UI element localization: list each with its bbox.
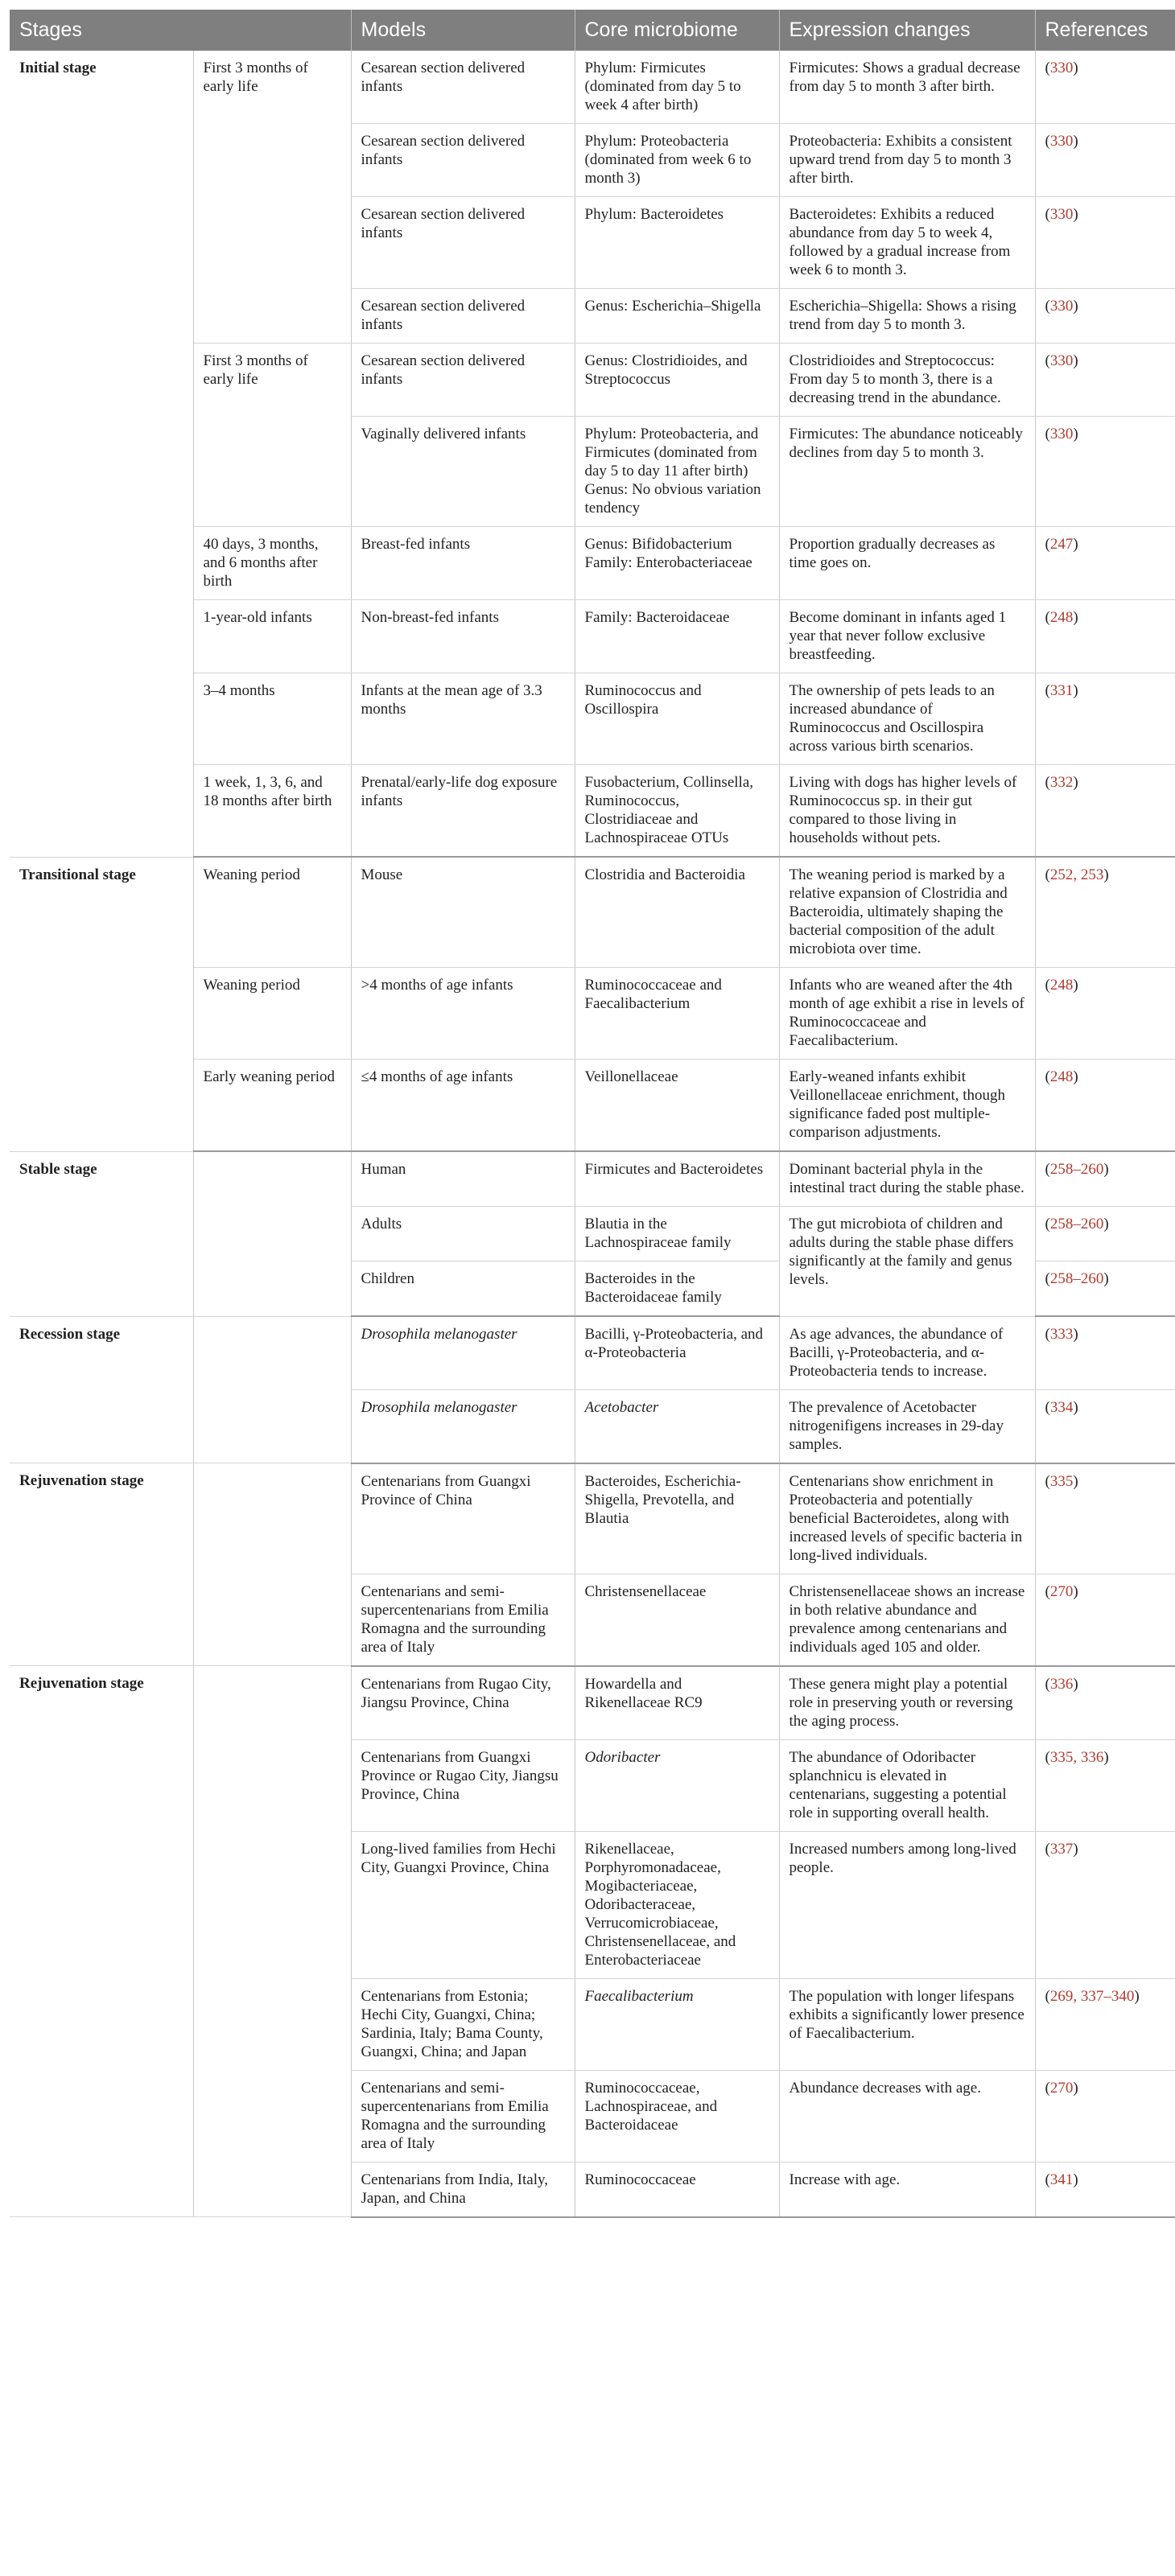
table-header bbox=[10, 10, 1175, 51]
period-cell: 40 days, 3 months, and 6 months after birth bbox=[193, 527, 351, 600]
reference-link[interactable]: 330 bbox=[1049, 426, 1074, 442]
core-text: Odoribacter bbox=[584, 1748, 661, 1766]
reference-cell[interactable]: (258–260) bbox=[1035, 1151, 1175, 1207]
reference-cell[interactable]: (337) bbox=[1035, 1831, 1175, 1978]
change-cell: These genera might play a potential role in preserving youth or reversing the aging process. bbox=[779, 1666, 1035, 1740]
stage-label: Recession stage bbox=[10, 1316, 193, 1463]
model-cell: Centenarians from Rugao City, Jiangsu Province, China bbox=[351, 1666, 575, 1740]
change-cell: Firmicutes: Shows a gradual decrease from day 5 to month 3 after birth. bbox=[779, 51, 1035, 124]
reference-cell[interactable]: (248) bbox=[1035, 1060, 1175, 1152]
change-cell: Infants who are weaned after the 4th month of age exhibit a rise in levels of Ruminococcaceae and Faecalibacterium. bbox=[779, 968, 1035, 1060]
change-cell: The prevalence of Acetobacter nitrogenifigens increases in 29-day samples. bbox=[779, 1389, 1035, 1463]
table-row bbox=[10, 1463, 1175, 1574]
reference-link[interactable]: 330 bbox=[1049, 133, 1074, 150]
reference-link[interactable]: 248 bbox=[1049, 977, 1074, 994]
reference-link[interactable]: 333 bbox=[1049, 1326, 1074, 1343]
reference-link[interactable]: 258–260 bbox=[1049, 1216, 1104, 1232]
period-cell: Early weaning period bbox=[193, 1060, 351, 1152]
core-cell: Ruminococcaceae and Faecalibacterium bbox=[575, 968, 779, 1060]
model-cell: Centenarians from Guangxi Province of China bbox=[351, 1463, 575, 1574]
reference-cell[interactable]: (330) bbox=[1035, 344, 1175, 417]
reference-link[interactable]: 270 bbox=[1049, 2079, 1074, 2097]
stage-label: Rejuvenation stage bbox=[10, 1463, 193, 1666]
stage-group-rejuvenation-1 bbox=[10, 1463, 1175, 1666]
microbiome-stages-table bbox=[10, 10, 1175, 2218]
header-references: References bbox=[1035, 10, 1175, 51]
core-cell bbox=[575, 1389, 779, 1463]
reference-link[interactable]: 330 bbox=[1049, 206, 1074, 223]
header-expression-changes: Expression changes bbox=[779, 10, 1035, 51]
reference-cell[interactable]: (258–260) bbox=[1035, 1261, 1175, 1317]
reference-cell[interactable]: (335, 336) bbox=[1035, 1739, 1175, 1831]
change-cell: The gut microbiota of children and adults during the stable phase differs significantly at the family and genus levels. bbox=[779, 1207, 1035, 1317]
change-cell: Centenarians show enrichment in Proteobacteria and potentially beneficial Bacteroidetes, along with increased levels of specific bacteria in long-lived individuals. bbox=[779, 1463, 1035, 1574]
reference-cell[interactable]: (331) bbox=[1035, 673, 1175, 765]
reference-link[interactable]: 258–260 bbox=[1049, 1270, 1104, 1287]
model-cell: Cesarean section delivered infants bbox=[351, 289, 575, 344]
change-cell: Proteobacteria: Exhibits a consistent upward trend from day 5 to month 3 after birth. bbox=[779, 124, 1035, 197]
model-cell: Centenarians and semi-supercentenarians from Emilia Romagna and the surrounding area of Italy bbox=[351, 2070, 575, 2162]
reference-cell[interactable]: (336) bbox=[1035, 1666, 1175, 1740]
core-cell bbox=[575, 1978, 779, 2070]
core-cell bbox=[575, 417, 779, 527]
model-cell: Infants at the mean age of 3.3 months bbox=[351, 673, 575, 765]
change-cell: Early-weaned infants exhibit Veillonellaceae enrichment, though significance faded post multiple-comparison adjustments. bbox=[779, 1060, 1035, 1152]
model-cell: Cesarean section delivered infants bbox=[351, 344, 575, 417]
reference-cell[interactable]: (333) bbox=[1035, 1316, 1175, 1389]
period-cell: 1-year-old infants bbox=[193, 600, 351, 673]
core-cell: Genus: Clostridioides, and Streptococcus bbox=[575, 344, 779, 417]
reference-cell[interactable]: (270) bbox=[1035, 1574, 1175, 1666]
reference-cell[interactable]: (269, 337–340) bbox=[1035, 1978, 1175, 2070]
reference-cell[interactable]: (334) bbox=[1035, 1389, 1175, 1463]
core-cell: Family: Bacteroidaceae bbox=[575, 600, 779, 673]
core-cell: Genus: Escherichia–Shigella bbox=[575, 289, 779, 344]
period-cell: Weaning period bbox=[193, 968, 351, 1060]
reference-link[interactable]: 252, 253 bbox=[1049, 866, 1104, 883]
core-line: Genus: Bifidobacterium bbox=[584, 536, 732, 553]
model-cell: Centenarians from India, Italy, Japan, and China bbox=[351, 2162, 575, 2217]
header-core-microbiome: Core microbiome bbox=[575, 10, 779, 51]
stage-group-rejuvenation-2 bbox=[10, 1666, 1175, 2217]
reference-link[interactable]: 335, 336 bbox=[1049, 1748, 1104, 1766]
header-row bbox=[10, 10, 1175, 51]
core-cell: Ruminococcaceae bbox=[575, 2162, 779, 2217]
table-row bbox=[10, 1151, 1175, 1207]
reference-cell[interactable]: (248) bbox=[1035, 600, 1175, 673]
reference-cell[interactable]: (270) bbox=[1035, 2070, 1175, 2162]
change-cell: Firmicutes: The abundance noticeably declines from day 5 to month 3. bbox=[779, 417, 1035, 527]
period-cell: 1 week, 1, 3, 6, and 18 months after birth bbox=[193, 765, 351, 858]
core-cell bbox=[575, 1739, 779, 1831]
reference-cell[interactable]: (247) bbox=[1035, 527, 1175, 600]
core-cell: Fusobacterium, Collinsella, Ruminococcus, Clostridiaceae and Lachnospiraceae OTUs bbox=[575, 765, 779, 858]
core-text: Acetobacter bbox=[584, 1398, 659, 1416]
reference-link[interactable]: 258–260 bbox=[1049, 1161, 1104, 1178]
reference-cell[interactable]: (258–260) bbox=[1035, 1207, 1175, 1261]
model-text: Drosophila melanogaster bbox=[361, 1326, 517, 1343]
stage-group-transitional bbox=[10, 857, 1175, 1151]
model-cell: Prenatal/early-life dog exposure infants bbox=[351, 765, 575, 858]
reference-link[interactable]: 335 bbox=[1049, 1472, 1074, 1490]
change-cell: The ownership of pets leads to an increased abundance of Ruminococcus and Oscillospira across various birth scenarios. bbox=[779, 673, 1035, 765]
change-cell: Increased numbers among long-lived people. bbox=[779, 1831, 1035, 1978]
core-cell: Bacteroides in the Bacteroidaceae family bbox=[575, 1261, 779, 1317]
core-cell: Phylum: Firmicutes (dominated from day 5 to week 4 after birth) bbox=[575, 51, 779, 124]
change-cell: The abundance of Odoribacter splanchnicu is elevated in centenarians, suggesting a potential role in supporting overall health. bbox=[779, 1739, 1035, 1831]
reference-link[interactable]: 270 bbox=[1049, 1582, 1074, 1600]
stage-group-initial bbox=[10, 51, 1175, 857]
period-cell: First 3 months of early life bbox=[193, 344, 351, 527]
model-cell: Adults bbox=[351, 1207, 575, 1261]
period-cell: 3–4 months bbox=[193, 673, 351, 765]
model-cell: Centenarians from Estonia; Hechi City, Guangxi, China; Sardinia, Italy; Bama County, Guangxi, China; and Japan bbox=[351, 1978, 575, 2070]
core-cell: Howardella and Rikenellaceae RC9 bbox=[575, 1666, 779, 1740]
core-cell: Clostridia and Bacteroidia bbox=[575, 857, 779, 968]
model-cell: Cesarean section delivered infants bbox=[351, 124, 575, 197]
model-cell: Human bbox=[351, 1151, 575, 1207]
change-cell: Proportion gradually decreases as time goes on. bbox=[779, 527, 1035, 600]
table-row bbox=[10, 1666, 1175, 1740]
model-cell: Children bbox=[351, 1261, 575, 1317]
reference-cell[interactable]: (341) bbox=[1035, 2162, 1175, 2217]
stage-label: Stable stage bbox=[10, 1151, 193, 1316]
reference-cell[interactable]: (330) bbox=[1035, 289, 1175, 344]
core-text: Faecalibacterium bbox=[584, 1987, 694, 2005]
core-cell: Bacteroides, Escherichia-Shigella, Prevotella, and Blautia bbox=[575, 1463, 779, 1574]
core-cell bbox=[575, 527, 779, 600]
header-stages: Stages bbox=[10, 10, 351, 51]
stage-label: Initial stage bbox=[10, 51, 193, 857]
core-cell: Christensenellaceae bbox=[575, 1574, 779, 1666]
reference-cell[interactable]: (330) bbox=[1035, 124, 1175, 197]
change-cell: Escherichia–Shigella: Shows a rising trend from day 5 to month 3. bbox=[779, 289, 1035, 344]
change-cell: Abundance decreases with age. bbox=[779, 2070, 1035, 2162]
core-line: Genus: No obvious variation tendency bbox=[584, 481, 761, 516]
reference-link[interactable]: 334 bbox=[1049, 1398, 1074, 1416]
model-cell: Mouse bbox=[351, 857, 575, 968]
core-cell: Ruminococcus and Oscillospira bbox=[575, 673, 779, 765]
period-cell bbox=[193, 1463, 351, 1666]
header-models: Models bbox=[351, 10, 575, 51]
reference-link[interactable]: 337 bbox=[1049, 1840, 1074, 1858]
period-cell bbox=[193, 1316, 351, 1463]
core-cell: Phylum: Bacteroidetes bbox=[575, 197, 779, 289]
core-cell: Rikenellaceae, Porphyromonadaceae, Mogibacteriaceae, Odoribacteraceae, Verrucomicrobiaceae, Christensenellaceae, and Enterobacteriaceae bbox=[575, 1831, 779, 1978]
reference-cell[interactable]: (330) bbox=[1035, 417, 1175, 527]
stage-label: Transitional stage bbox=[10, 857, 193, 1151]
reference-cell[interactable]: (332) bbox=[1035, 765, 1175, 858]
core-line: Family: Enterobacteriaceae bbox=[584, 554, 752, 571]
model-cell: Centenarians from Guangxi Province or Rugao City, Jiangsu Province, China bbox=[351, 1739, 575, 1831]
core-cell: Ruminococcaceae, Lachnospiraceae, and Bacteroidaceae bbox=[575, 2070, 779, 2162]
model-cell bbox=[351, 1389, 575, 1463]
model-cell: Cesarean section delivered infants bbox=[351, 51, 575, 124]
table-row bbox=[10, 857, 1175, 968]
table-row bbox=[10, 51, 1175, 124]
stage-group-recession bbox=[10, 1316, 1175, 1463]
reference-link[interactable]: 330 bbox=[1049, 298, 1074, 315]
reference-link[interactable]: 330 bbox=[1049, 352, 1074, 369]
period-cell: First 3 months of early life bbox=[193, 51, 351, 344]
reference-cell[interactable]: (248) bbox=[1035, 968, 1175, 1060]
model-cell: ≤4 months of age infants bbox=[351, 1060, 575, 1152]
reference-link[interactable]: 247 bbox=[1049, 536, 1074, 553]
model-cell: Cesarean section delivered infants bbox=[351, 197, 575, 289]
reference-cell[interactable]: (330) bbox=[1035, 197, 1175, 289]
change-cell: The population with longer lifespans exhibits a significantly lower presence of Faecalibacterium. bbox=[779, 1978, 1035, 2070]
core-line: Phylum: Proteobacteria, and Firmicutes (dominated from day 5 to day 11 after birth) bbox=[584, 426, 759, 479]
period-cell bbox=[193, 1666, 351, 2217]
reference-cell[interactable]: (252, 253) bbox=[1035, 857, 1175, 968]
model-cell bbox=[351, 1316, 575, 1389]
reference-link[interactable]: 248 bbox=[1049, 1068, 1074, 1085]
model-cell: Breast-fed infants bbox=[351, 527, 575, 600]
change-cell: Bacteroidetes: Exhibits a reduced abundance from day 5 to week 4, followed by a gradual increase from week 6 to month 3. bbox=[779, 197, 1035, 289]
change-cell: Become dominant in infants aged 1 year that never follow exclusive breastfeeding. bbox=[779, 600, 1035, 673]
change-cell: As age advances, the abundance of Bacilli, γ-Proteobacteria, and α-Proteobacteria tends to increase. bbox=[779, 1316, 1035, 1389]
change-cell: Living with dogs has higher levels of Ruminococcus sp. in their gut compared to those living in households without pets. bbox=[779, 765, 1035, 858]
model-cell: Long-lived families from Hechi City, Guangxi Province, China bbox=[351, 1831, 575, 1978]
reference-link[interactable]: 330 bbox=[1049, 60, 1074, 76]
reference-link[interactable]: 341 bbox=[1049, 2171, 1074, 2188]
model-cell: >4 months of age infants bbox=[351, 968, 575, 1060]
change-cell: Increase with age. bbox=[779, 2162, 1035, 2217]
reference-link[interactable]: 248 bbox=[1049, 609, 1074, 626]
core-cell: Firmicutes and Bacteroidetes bbox=[575, 1151, 779, 1207]
stage-label: Rejuvenation stage bbox=[10, 1666, 193, 2217]
reference-link[interactable]: 336 bbox=[1049, 1675, 1074, 1693]
core-cell: Bacilli, γ-Proteobacteria, and α-Proteobacteria bbox=[575, 1316, 779, 1389]
reference-link[interactable]: 269, 337–340 bbox=[1049, 1987, 1135, 2005]
reference-cell[interactable]: (335) bbox=[1035, 1463, 1175, 1574]
reference-link[interactable]: 332 bbox=[1049, 774, 1074, 791]
period-cell bbox=[193, 1151, 351, 1316]
table-row bbox=[10, 1316, 1175, 1389]
reference-cell[interactable]: (330) bbox=[1035, 51, 1175, 124]
model-cell: Centenarians and semi-supercentenarians from Emilia Romagna and the surrounding area of Italy bbox=[351, 1574, 575, 1666]
reference-link[interactable]: 331 bbox=[1049, 682, 1074, 699]
change-cell: Dominant bacterial phyla in the intestinal tract during the stable phase. bbox=[779, 1151, 1035, 1207]
model-cell: Vaginally delivered infants bbox=[351, 417, 575, 527]
core-cell: Blautia in the Lachnospiraceae family bbox=[575, 1207, 779, 1261]
change-cell: The weaning period is marked by a relative expansion of Clostridia and Bacteroidia, ultimately shaping the bacterial composition of the adult microbiota over time. bbox=[779, 857, 1035, 968]
change-cell: Christensenellaceae shows an increase in both relative abundance and prevalence among centenarians and individuals aged 105 and older. bbox=[779, 1574, 1035, 1666]
change-cell: Clostridioides and Streptococcus: From day 5 to month 3, there is a decreasing trend in the abundance. bbox=[779, 344, 1035, 417]
period-cell: Weaning period bbox=[193, 857, 351, 968]
model-cell: Non-breast-fed infants bbox=[351, 600, 575, 673]
core-cell: Veillonellaceae bbox=[575, 1060, 779, 1152]
model-text: Drosophila melanogaster bbox=[361, 1398, 517, 1416]
stage-group-stable bbox=[10, 1151, 1175, 1316]
core-cell: Phylum: Proteobacteria (dominated from week 6 to month 3) bbox=[575, 124, 779, 197]
